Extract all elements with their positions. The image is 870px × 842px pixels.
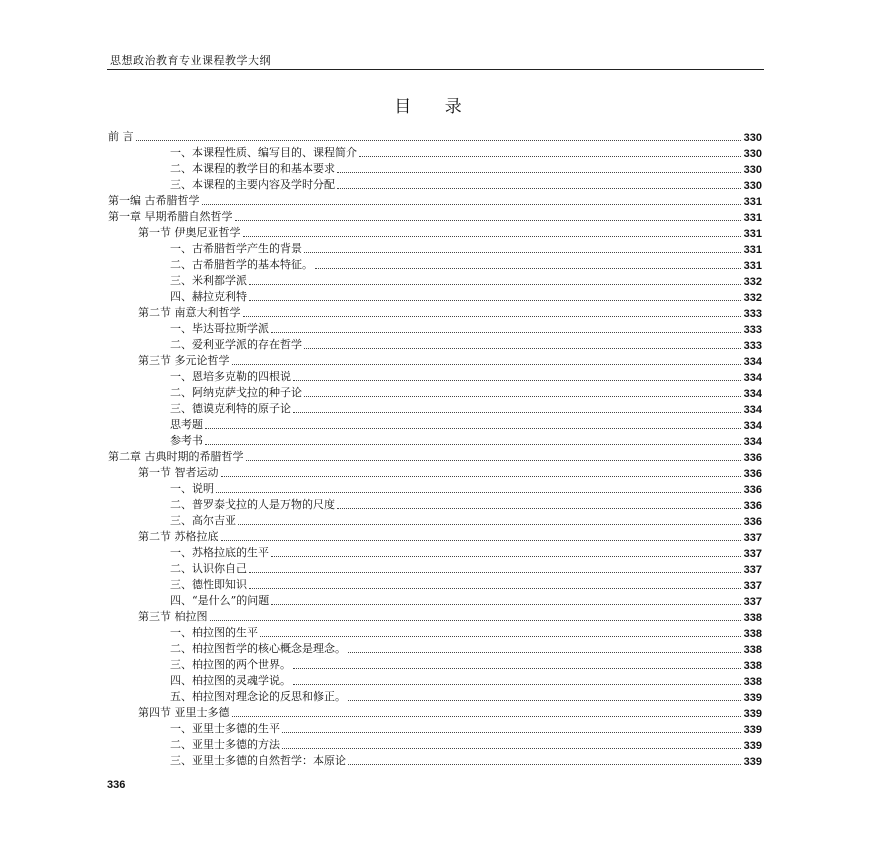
toc-entry-page: 333 — [743, 308, 762, 320]
toc-entry — [108, 480, 762, 496]
toc-entry-label: 一、本课程性质、编写目的、课程简介 — [170, 146, 357, 159]
dot-leader — [337, 508, 741, 509]
toc-entry-page: 330 — [743, 180, 762, 192]
toc-entry-label: 二、亚里士多德的方法 — [170, 738, 280, 751]
dot-leader — [282, 748, 741, 749]
toc-entry-label: 参考书 — [170, 434, 203, 447]
toc-entry-label: 三、德性即知识 — [170, 578, 247, 591]
toc-entry-label: 五、柏拉图对理念论的反思和修正。 — [170, 690, 346, 703]
toc-entry-page: 331 — [743, 228, 762, 240]
toc-entry — [108, 496, 762, 512]
toc-entry-page: 334 — [743, 404, 762, 416]
toc-entry-label: 第一章 早期希腊自然哲学 — [108, 210, 233, 223]
dot-leader — [304, 396, 741, 397]
toc-entry-page: 337 — [743, 548, 762, 560]
toc-entry — [108, 304, 762, 320]
toc-entry-page: 339 — [743, 756, 762, 768]
toc-entry-page: 333 — [743, 324, 762, 336]
toc-entry-label: 二、认识你自己 — [170, 562, 247, 575]
toc-entry-page: 337 — [743, 564, 762, 576]
toc-entry — [108, 144, 762, 160]
toc-entry-page: 338 — [743, 660, 762, 672]
toc-entry — [108, 704, 762, 720]
toc-entry-page: 338 — [743, 612, 762, 624]
toc-entry — [108, 192, 762, 208]
toc-entry — [108, 256, 762, 272]
toc-entry-page: 336 — [743, 516, 762, 528]
toc-entry — [108, 416, 762, 432]
toc-entry-page: 334 — [743, 388, 762, 400]
toc-entry-label: 三、亚里士多德的自然哲学：本原论 — [170, 754, 346, 767]
dot-leader — [337, 172, 741, 173]
toc-entry — [108, 176, 762, 192]
toc-entry-page: 339 — [743, 724, 762, 736]
toc-entry-label: 第三节 多元论哲学 — [138, 354, 230, 367]
toc-entry-page: 337 — [743, 596, 762, 608]
toc-entry-page: 331 — [743, 244, 762, 256]
dot-leader — [202, 204, 741, 205]
dot-leader — [136, 140, 741, 141]
toc-entry-label: 三、柏拉图的两个世界。 — [170, 658, 291, 671]
toc-entry-page: 336 — [743, 452, 762, 464]
dot-leader — [249, 284, 741, 285]
dot-leader — [304, 252, 741, 253]
dot-leader — [249, 572, 741, 573]
toc-entry-label: 三、米利都学派 — [170, 274, 247, 287]
toc-entry — [108, 736, 762, 752]
toc-entry — [108, 432, 762, 448]
dot-leader — [243, 316, 741, 317]
toc-entry-page: 336 — [743, 468, 762, 480]
toc-entry — [108, 160, 762, 176]
toc-entry-page: 332 — [743, 292, 762, 304]
toc-entry — [108, 560, 762, 576]
dot-leader — [232, 716, 741, 717]
toc-entry-label: 一、说明 — [170, 482, 214, 495]
toc-entry-page: 337 — [743, 532, 762, 544]
toc-entry — [108, 512, 762, 528]
dot-leader — [216, 492, 741, 493]
toc-entry-label: 二、古希腊哲学的基本特征。 — [170, 258, 313, 271]
toc-entry — [108, 688, 762, 704]
dot-leader — [243, 236, 741, 237]
dot-leader — [359, 156, 741, 157]
toc-entry-page: 330 — [743, 148, 762, 160]
toc-entry-label: 二、阿纳克萨戈拉的种子论 — [170, 386, 302, 399]
toc-entry-page: 338 — [743, 644, 762, 656]
toc-entry-label: 二、本课程的教学目的和基本要求 — [170, 162, 335, 175]
toc-entry-page: 334 — [743, 436, 762, 448]
toc-entry — [108, 224, 762, 240]
toc-entry-label: 三、本课程的主要内容及学时分配 — [170, 178, 335, 191]
table-of-contents — [108, 128, 762, 768]
toc-entry — [108, 720, 762, 736]
toc-entry — [108, 752, 762, 768]
toc-entry — [108, 400, 762, 416]
dot-leader — [293, 684, 741, 685]
toc-entry — [108, 272, 762, 288]
toc-entry-page: 331 — [743, 260, 762, 272]
toc-entry — [108, 608, 762, 624]
dot-leader — [249, 588, 741, 589]
dot-leader — [271, 604, 740, 605]
toc-entry-label: 第一编 古希腊哲学 — [108, 194, 200, 207]
toc-entry-label: 一、恩培多克勒的四根说 — [170, 370, 291, 383]
dot-leader — [260, 636, 741, 637]
dot-leader — [304, 348, 741, 349]
dot-leader — [348, 652, 741, 653]
toc-entry-label: 第一节 智者运动 — [138, 466, 219, 479]
toc-entry — [108, 352, 762, 368]
header-rule — [107, 69, 764, 70]
toc-entry-page: 334 — [743, 356, 762, 368]
dot-leader — [293, 668, 741, 669]
toc-entry-label: 四、柏拉图的灵魂学说。 — [170, 674, 291, 687]
page-number: 336 — [107, 779, 126, 791]
toc-entry — [108, 624, 762, 640]
toc-entry-page: 332 — [743, 276, 762, 288]
toc-entry-label: 思考题 — [170, 418, 203, 431]
dot-leader — [271, 556, 741, 557]
toc-entry-page: 330 — [743, 164, 762, 176]
toc-entry — [108, 336, 762, 352]
toc-entry-page: 339 — [743, 708, 762, 720]
toc-entry-label: 第一节 伊奥尼亚哲学 — [138, 226, 241, 239]
toc-entry-page: 330 — [743, 132, 762, 144]
toc-entry-label: 一、古希腊哲学产生的背景 — [170, 242, 302, 255]
dot-leader — [348, 764, 741, 765]
dot-leader — [246, 460, 741, 461]
dot-leader — [315, 268, 741, 269]
toc-entry-page: 331 — [743, 212, 762, 224]
toc-entry-label: 二、爱利亚学派的存在哲学 — [170, 338, 302, 351]
dot-leader — [238, 524, 741, 525]
toc-entry — [108, 208, 762, 224]
toc-entry-page: 337 — [743, 580, 762, 592]
toc-entry-label: 第四节 亚里士多德 — [138, 706, 230, 719]
toc-entry-label: 二、柏拉图哲学的核心概念是理念。 — [170, 642, 346, 655]
toc-entry-page: 339 — [743, 692, 762, 704]
toc-entry-page: 333 — [743, 340, 762, 352]
toc-entry-label: 三、高尔吉亚 — [170, 514, 236, 527]
toc-entry-page: 338 — [743, 676, 762, 688]
toc-entry-label: 第二节 苏格拉底 — [138, 530, 219, 543]
toc-entry-label: 四、“是什么”的问题 — [170, 594, 270, 607]
toc-entry-label: 一、毕达哥拉斯学派 — [170, 322, 269, 335]
dot-leader — [205, 444, 741, 445]
toc-entry — [108, 640, 762, 656]
toc-entry — [108, 576, 762, 592]
toc-entry-label: 三、德谟克利特的原子论 — [170, 402, 291, 415]
toc-entry — [108, 528, 762, 544]
toc-entry — [108, 288, 762, 304]
dot-leader — [282, 732, 741, 733]
toc-entry — [108, 464, 762, 480]
toc-entry-label: 第二章 古典时期的希腊哲学 — [108, 450, 244, 463]
toc-entry — [108, 592, 762, 608]
toc-entry-label: 第三节 柏拉图 — [138, 610, 208, 623]
toc-entry-label: 一、苏格拉底的生平 — [170, 546, 269, 559]
toc-entry-page: 339 — [743, 740, 762, 752]
dot-leader — [293, 380, 741, 381]
running-header: 思想政治教育专业课程教学大纲 — [110, 54, 271, 67]
dot-leader — [235, 220, 741, 221]
dot-leader — [221, 540, 741, 541]
toc-entry-page: 336 — [743, 500, 762, 512]
toc-entry-label: 二、普罗泰戈拉的人是万物的尺度 — [170, 498, 335, 511]
toc-entry — [108, 384, 762, 400]
toc-entry — [108, 672, 762, 688]
toc-entry — [108, 544, 762, 560]
toc-entry-page: 334 — [743, 420, 762, 432]
toc-entry — [108, 448, 762, 464]
toc-entry — [108, 656, 762, 672]
dot-leader — [249, 300, 741, 301]
dot-leader — [232, 364, 741, 365]
toc-entry-label: 第二节 南意大利哲学 — [138, 306, 241, 319]
dot-leader — [348, 700, 741, 701]
toc-entry — [108, 368, 762, 384]
toc-entry-page: 331 — [743, 196, 762, 208]
dot-leader — [293, 412, 741, 413]
toc-entry — [108, 128, 762, 144]
page-title: 目 录 — [394, 97, 476, 117]
toc-entry-page: 336 — [743, 484, 762, 496]
toc-entry — [108, 320, 762, 336]
dot-leader — [210, 620, 741, 621]
dot-leader — [221, 476, 741, 477]
toc-entry-page: 334 — [743, 372, 762, 384]
toc-entry-label: 四、赫拉克利特 — [170, 290, 247, 303]
toc-entry-label: 一、柏拉图的生平 — [170, 626, 258, 639]
toc-entry — [108, 240, 762, 256]
dot-leader — [271, 332, 741, 333]
toc-entry-label: 一、亚里士多德的生平 — [170, 722, 280, 735]
dot-leader — [205, 428, 741, 429]
dot-leader — [337, 188, 741, 189]
toc-entry-page: 338 — [743, 628, 762, 640]
toc-entry-label: 前 言 — [108, 130, 134, 143]
